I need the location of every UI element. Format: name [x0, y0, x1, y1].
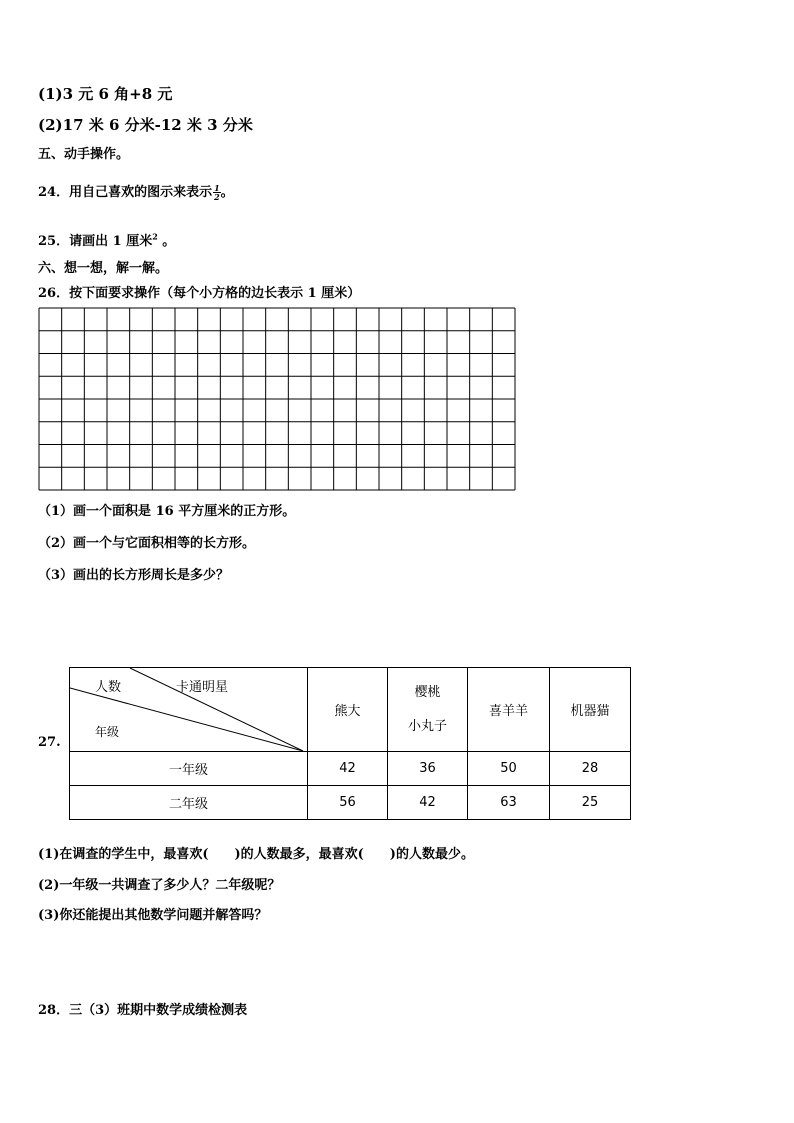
fraction-numerator: 1 [214, 183, 220, 193]
question-26-sub-1: （1）画一个面积是 16 平方厘米的正方形。 [38, 504, 296, 519]
calc-item-2: (2)17 米 6 分米-12 米 3 分米 [38, 116, 253, 134]
table-cell: 63 [468, 786, 550, 820]
survey-table [69, 667, 630, 819]
corner-label-count: 人数 [95, 680, 122, 695]
table-cell: 25 [550, 786, 631, 820]
question-25-text: 25．请画出 1 厘米 [38, 234, 153, 249]
question-27-sub-1: (1)在调查的学生中，最喜欢( )的人数最多，最喜欢( )的人数最少。 [38, 847, 474, 862]
table-cell: 50 [468, 752, 550, 786]
question-26-sub-2: （2）画一个与它面积相等的长方形。 [38, 536, 256, 551]
column-header-doraemon: 机器猫 [550, 668, 631, 752]
row-label-grade-2: 二年级 [70, 786, 308, 820]
question-24 [38, 181, 234, 201]
row-label-grade-1: 一年级 [70, 752, 308, 786]
calc-item-1: (1)3 元 6 角+8 元 [38, 85, 173, 103]
question-26: 26．按下面要求操作（每个小方格的边长表示 1 厘米） [38, 286, 361, 301]
column-header-xiongda: 熊大 [308, 668, 388, 752]
column-header-cherry-line2: 小丸子 [407, 718, 447, 734]
question-27-sub-3: (3)你还能提出其他数学问题并解答吗？ [38, 908, 268, 923]
column-header-cherry-line1: 樱桃 [414, 684, 441, 700]
diagonal-header-cell [70, 668, 308, 752]
question-28: 28．三（3）班期中数学成绩检测表 [38, 1003, 248, 1018]
corner-label-grade: 年级 [95, 725, 120, 739]
question-26-sub-3: （3）画出的长方形周长是多少？ [38, 568, 230, 583]
column-header-cherry [388, 668, 468, 752]
question-24-end: 。 [220, 185, 234, 200]
table-cell: 28 [550, 752, 631, 786]
question-25 [38, 230, 175, 249]
question-27-sub-2: (2)一年级一共调查了多少人？二年级呢？ [38, 878, 281, 893]
section-5-title: 五、动手操作。 [38, 147, 130, 162]
table-cell: 42 [308, 752, 388, 786]
section-6-title: 六、想一想，解一解。 [38, 261, 169, 276]
table-cell: 36 [388, 752, 468, 786]
square-grid[interactable] [38, 307, 516, 491]
table-cell: 56 [308, 786, 388, 820]
question-27-number: 27. [38, 735, 61, 750]
question-25-end: 。 [157, 234, 176, 249]
corner-label-cartoon: 卡通明星 [176, 680, 229, 695]
question-24-text: 24．用自己喜欢的图示来表示 [38, 185, 213, 200]
table-cell: 42 [388, 786, 468, 820]
fraction-one-half [213, 184, 221, 201]
square-superscript: 2 [152, 231, 158, 242]
column-header-xiyangyang: 喜羊羊 [468, 668, 550, 752]
fraction-denominator: 2 [214, 192, 220, 202]
